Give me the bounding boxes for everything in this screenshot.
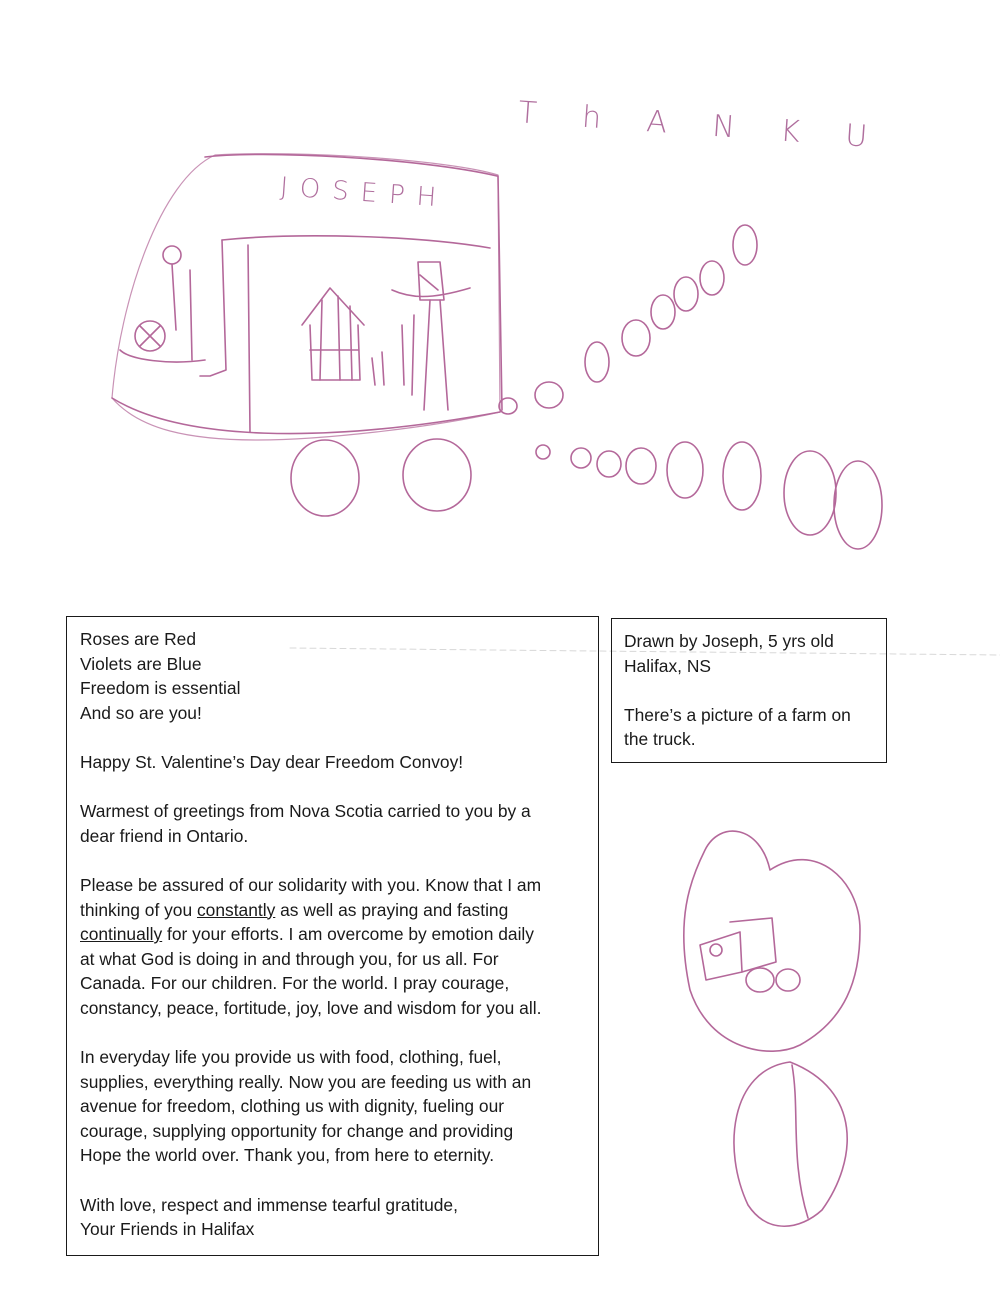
underlined-word: constantly — [196, 899, 276, 920]
paragraph-line: avenue for freedom, clothing us with dignity, fueling our — [80, 1096, 505, 1117]
location-line: Halifax, NS — [624, 655, 711, 676]
heart-balloon-drawing — [684, 831, 860, 1226]
paragraph-line: supplies, everything really. Now you are feeding us with an — [80, 1071, 532, 1092]
caption-author — [624, 629, 876, 678]
poem-line: Roses are Red — [80, 629, 196, 649]
exhaust-bubbles-upper — [499, 225, 757, 414]
letter-box — [66, 616, 599, 1256]
poem-line: And so are you! — [80, 702, 202, 723]
author-line: Drawn by Joseph, 5 yrs old — [624, 631, 834, 651]
everyday-paragraph — [80, 1045, 586, 1168]
poem-line: Violets are Blue — [80, 653, 202, 674]
truck-wheel-front — [291, 440, 359, 516]
warmest-paragraph — [80, 799, 586, 848]
text-run: for your efforts. I am overcome by emotion daily — [162, 924, 534, 945]
paragraph-line: Hope the world over. Thank you, from here to eternity. — [80, 1145, 495, 1166]
paragraph-line: at what God is doing in and through you, for us all. For — [80, 948, 499, 969]
underlined-word: continually — [80, 924, 163, 945]
paragraph-line: courage, supplying opportunity for change and providing — [80, 1120, 514, 1141]
solidarity-paragraph — [80, 873, 586, 1021]
exhaust-bubbles-lower — [536, 442, 882, 549]
paragraph-line — [80, 922, 586, 947]
paragraph-line: Warmest of greetings from Nova Scotia carried to you by a — [80, 801, 531, 822]
signature-line: Your Friends in Halifax — [80, 1219, 255, 1240]
poem-line: Freedom is essential — [80, 678, 241, 699]
paragraph-line: Please be assured of our solidarity with you. Know that I am — [80, 874, 542, 895]
text-run: as well as praying and fasting — [275, 899, 509, 920]
note-line: the truck. — [624, 729, 696, 750]
truck-wheel-back — [403, 439, 471, 511]
greeting-line: Happy St. Valentine’s Day dear Freedom Convoy! — [80, 751, 464, 772]
paragraph-line: In everyday life you provide us with food, clothing, fuel, — [80, 1047, 502, 1068]
text-run: thinking of you — [80, 899, 197, 920]
note-line: There’s a picture of a farm on — [624, 704, 851, 725]
closing — [80, 1193, 586, 1242]
closing-line: With love, respect and immense tearful gratitude, — [80, 1194, 458, 1215]
paragraph-line: Canada. For our children. For the world. I pray courage, — [80, 973, 510, 994]
paragraph-line — [80, 898, 586, 923]
caption-note — [624, 703, 876, 752]
caption-box — [611, 618, 887, 763]
paragraph-line: dear friend in Ontario. — [80, 825, 249, 846]
paragraph-line: constancy, peace, fortitude, joy, love and wisdom for you all. — [80, 997, 542, 1018]
truck-name-handwriting: JOSEPH — [279, 172, 450, 214]
greeting — [80, 750, 586, 775]
poem — [80, 627, 586, 725]
thank-you-handwriting: T h A N K U — [517, 95, 887, 156]
